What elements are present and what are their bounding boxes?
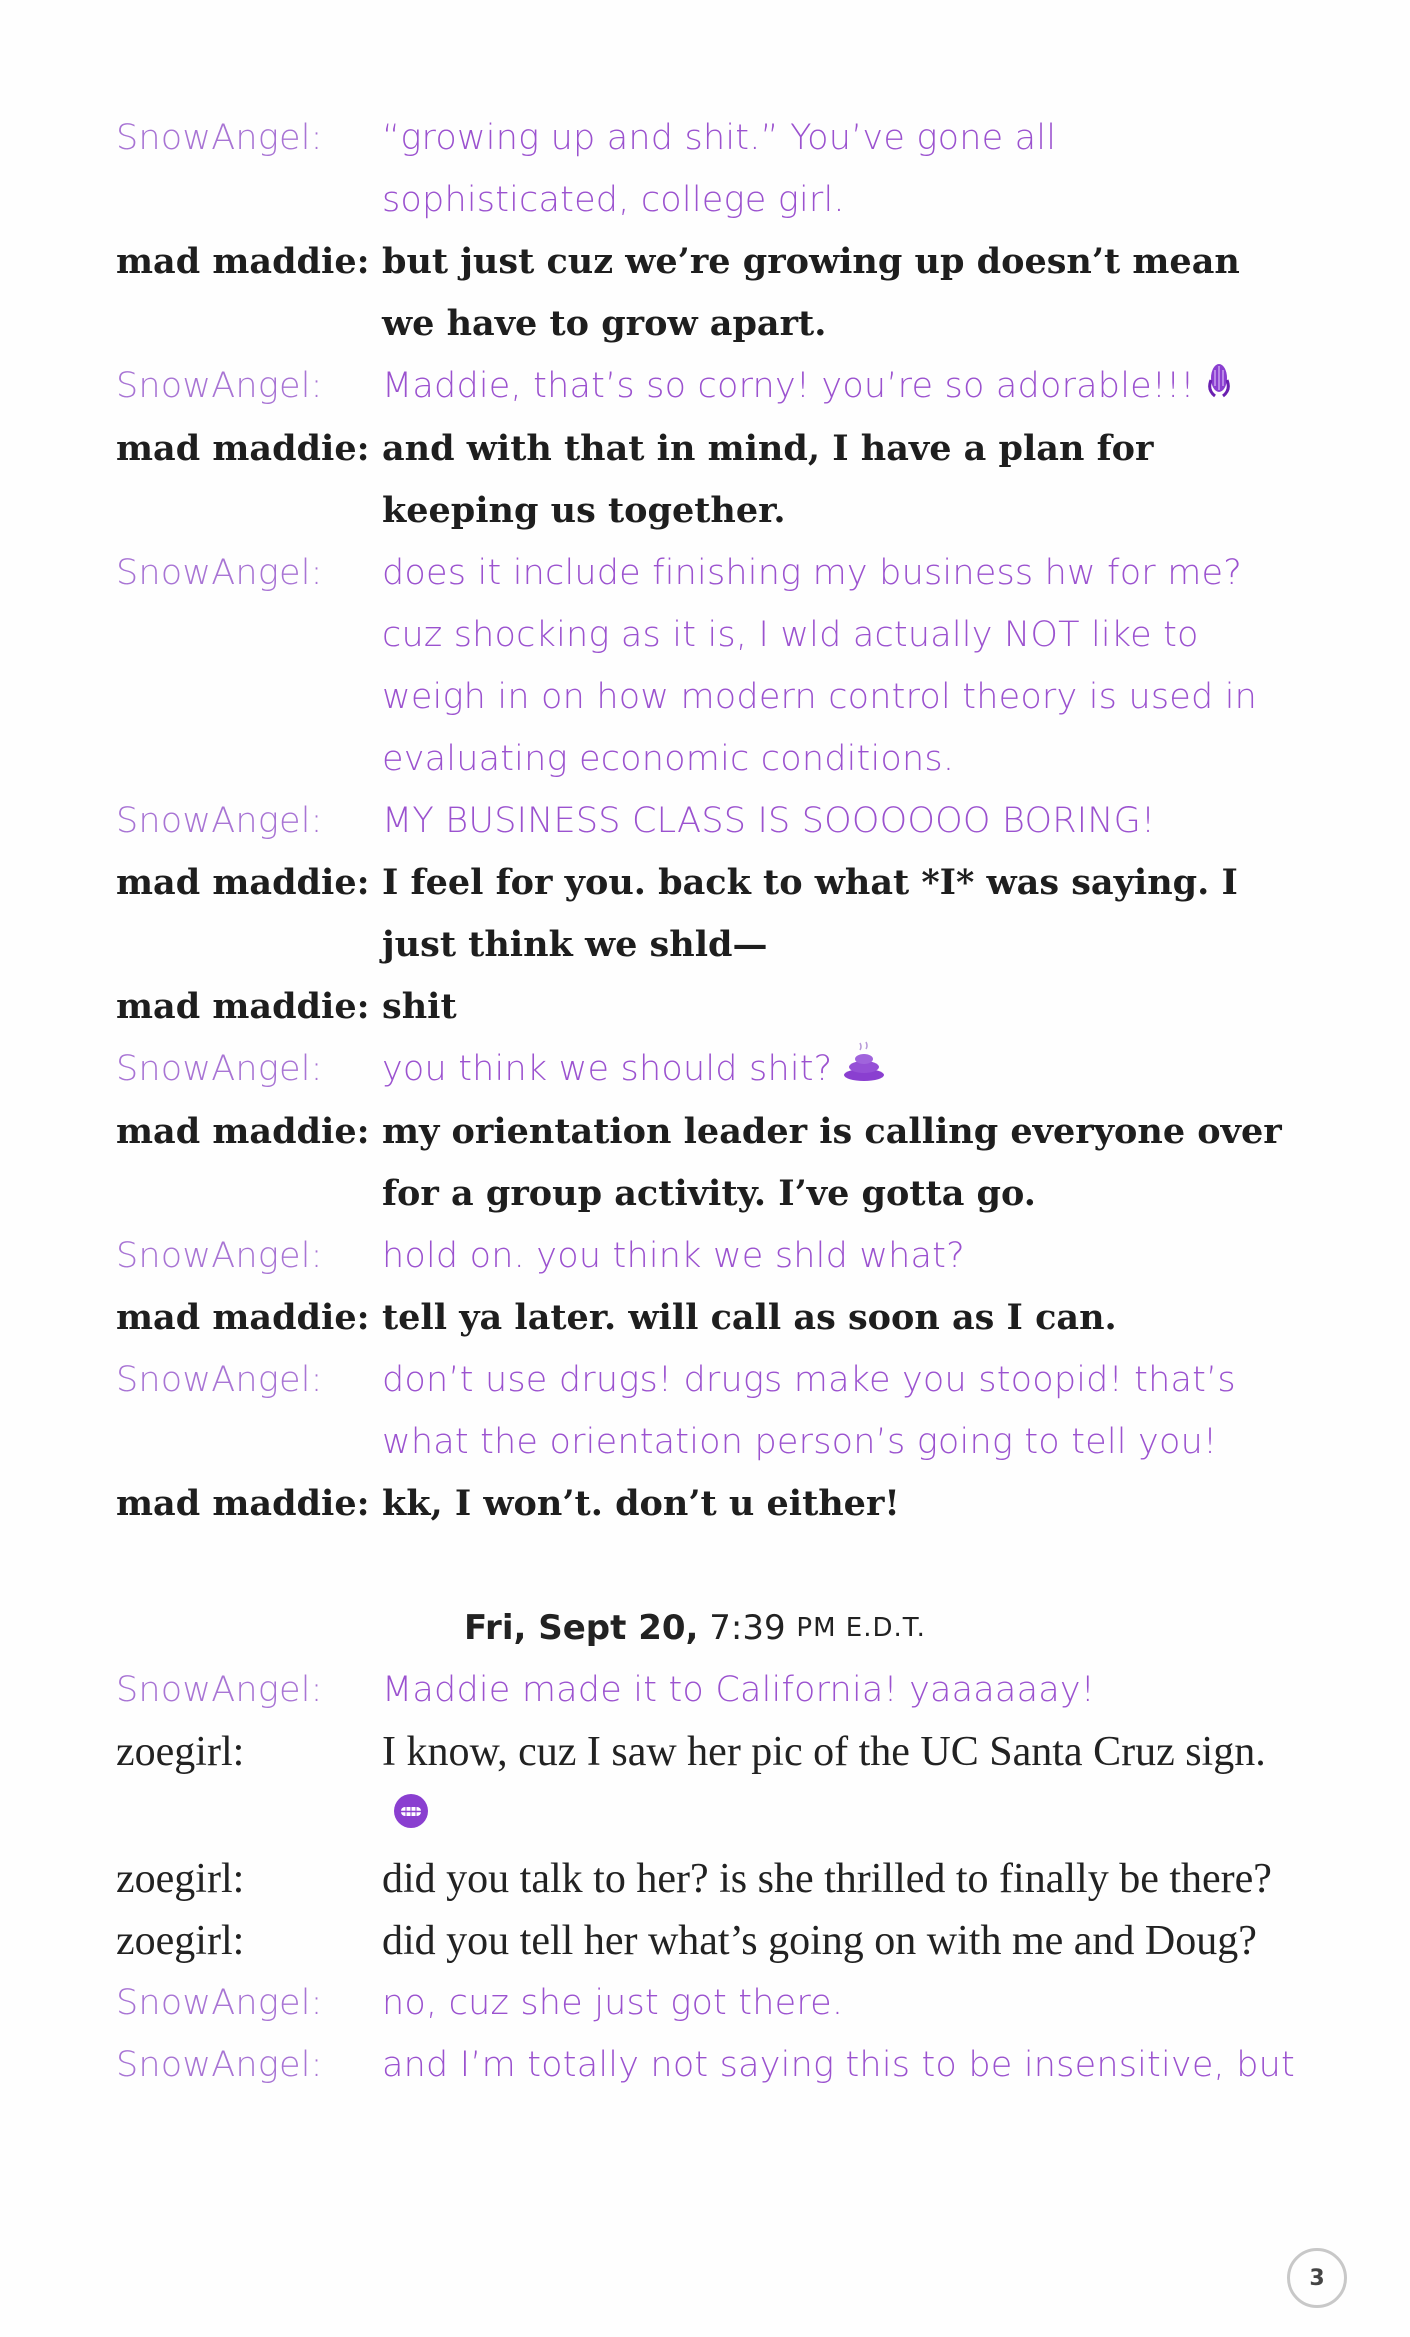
page-number: 3 [1287,2248,1347,2308]
message-text: and I’m totally not saying this to be insensitive, but [382,2045,1295,2086]
speaker-name: mad maddie: [116,428,370,469]
speaker-name: zoegirl: [116,1856,245,1903]
speaker-name: SnowAngel: [116,1983,323,2024]
message-text: did you tell her what’s going on with me and Doug? [382,1918,1257,1965]
corn-icon [1205,356,1233,418]
speaker-name: mad maddie: [116,986,370,1027]
speaker-name: zoegirl: [116,1918,245,1965]
message-snowangel [116,542,1296,790]
speaker-name: SnowAngel: [116,118,323,158]
message-mad-maddie [116,418,1296,542]
message-text: shit [382,986,457,1027]
message-snowangel [116,1349,1296,1473]
speaker-name: mad maddie: [116,1297,370,1338]
message-zoegirl [116,1721,1296,1848]
message-mad-maddie [116,1101,1296,1225]
message-text-with-emoji [382,1721,1296,1848]
timestamp-date: Fri, Sept 20, [464,1608,699,1648]
speaker-name: zoegirl: [116,1729,245,1775]
message-text: no, cuz she just got there. [382,1983,844,2024]
speaker-name: SnowAngel: [116,2045,323,2086]
message-text: Maddie made it to California! yaaaaaay! [382,1670,1096,1710]
message-text: Maddie, that’s so corny! you’re so adorable!!! [382,366,1195,406]
speaker-name: mad maddie: [116,1111,370,1152]
message-text: hold on. you think we shld what? [382,1236,965,1276]
chat-timestamp [116,1535,1296,1659]
message-snowangel [116,1038,1296,1101]
message-snowangel [116,2034,1296,2096]
message-text: MY BUSINESS CLASS IS SOOOOOO BORING! [382,801,1156,841]
speaker-name: SnowAngel: [116,553,323,593]
speaker-name: mad maddie: [116,862,370,903]
speaker-name: mad maddie: [116,241,370,282]
message-snowangel [116,107,1296,231]
message-text: did you talk to her? is she thrilled to finally be there? [382,1856,1272,1903]
message-mad-maddie [116,1473,1296,1535]
message-text: don’t use drugs! drugs make you stoopid! that’s what the orientation person’s going to tell you! [382,1360,1236,1462]
speaker-name: SnowAngel: [116,1360,323,1400]
message-zoegirl [116,1910,1296,1972]
message-snowangel [116,1972,1296,2034]
message-text: “growing up and shit.” You’ve gone all sophisticated, college girl. [382,118,1057,220]
message-text-with-emoji [382,355,1296,418]
message-snowangel [116,790,1296,852]
grin-face-icon [392,1786,430,1848]
speaker-name: mad maddie: [116,1483,370,1524]
message-mad-maddie [116,852,1296,976]
message-text-with-emoji [382,1038,1296,1101]
message-mad-maddie [116,1287,1296,1349]
message-snowangel [116,1659,1296,1721]
poop-icon [842,1039,886,1101]
message-text: but just cuz we’re growing up doesn’t mean we have to grow apart. [382,241,1240,344]
timestamp-time: 7:39 [709,1608,786,1648]
message-text: my orientation leader is calling everyone over for a group activity. I’ve gotta go. [382,1111,1282,1214]
timestamp-zone: PM E.D.T. [796,1613,926,1643]
message-snowangel [116,355,1296,418]
message-snowangel [116,1225,1296,1287]
message-text: does it include finishing my business hw for me? cuz shocking as it is, I wld actually NOT like to weigh in on how modern control theory is used in evaluating economic conditions. [382,553,1258,779]
message-text: I feel for you. back to what *I* was saying. I just think we shld— [382,862,1238,965]
message-mad-maddie [116,231,1296,355]
message-mad-maddie [116,976,1296,1038]
chat-transcript [116,107,1296,2096]
speaker-name: SnowAngel: [116,366,323,406]
speaker-name: SnowAngel: [116,1236,323,1276]
message-text: tell ya later. will call as soon as I can. [382,1297,1117,1338]
speaker-name: SnowAngel: [116,801,323,841]
message-text: kk, I won’t. don’t u either! [382,1483,900,1524]
message-text: you think we should shit? [382,1049,833,1089]
message-zoegirl [116,1848,1296,1910]
message-text: I know, cuz I saw her pic of the UC Santa Cruz sign. [382,1729,1266,1775]
speaker-name: SnowAngel: [116,1670,323,1710]
speaker-name: SnowAngel: [116,1049,323,1089]
message-text: and with that in mind, I have a plan for keeping us together. [382,428,1154,531]
